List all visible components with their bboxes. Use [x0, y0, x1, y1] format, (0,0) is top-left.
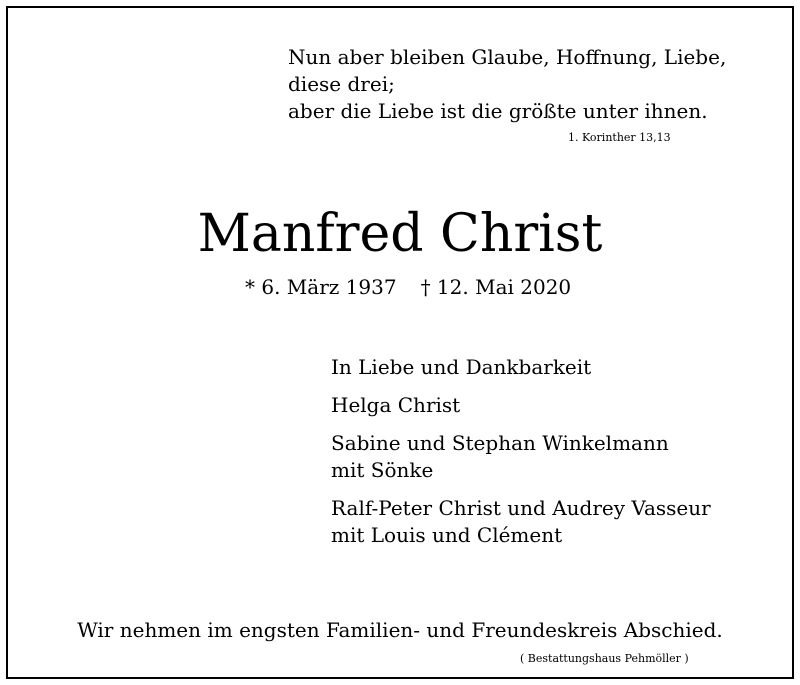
verse-reference: 1. Korinther 13,13: [568, 131, 671, 144]
bible-verse: [288, 44, 748, 125]
signer-group-3: [331, 495, 771, 549]
verse-line-2: diese drei;: [288, 72, 395, 96]
birth-date: * 6. März 1937: [245, 275, 397, 299]
signer-line: Sabine und Stephan Winkelmann: [331, 431, 669, 455]
verse-line-3: aber die Liebe ist die größte unter ihnen.: [288, 99, 708, 123]
signers-intro: [331, 354, 771, 381]
life-dates: [245, 274, 571, 300]
deceased-name: Manfred Christ: [197, 204, 603, 264]
signers-block: [331, 354, 771, 560]
signer-line: mit Louis und Clément: [331, 523, 563, 547]
funeral-home: ( Bestattungshaus Pehmöller ): [520, 652, 689, 665]
signer-line: mit Sönke: [331, 458, 434, 482]
farewell-note: Wir nehmen im engsten Familien- und Freundeskreis Abschied.: [77, 618, 723, 642]
signers-intro-text: In Liebe und Dankbarkeit: [331, 355, 592, 379]
verse-line-1: Nun aber bleiben Glaube, Hoffnung, Liebe,: [288, 45, 727, 69]
death-date: † 12. Mai 2020: [420, 275, 572, 299]
signer-group-2: [331, 430, 771, 484]
signer-line: Helga Christ: [331, 393, 461, 417]
signer-group-1: [331, 392, 771, 419]
signer-line: Ralf-Peter Christ und Audrey Vasseur: [331, 496, 711, 520]
